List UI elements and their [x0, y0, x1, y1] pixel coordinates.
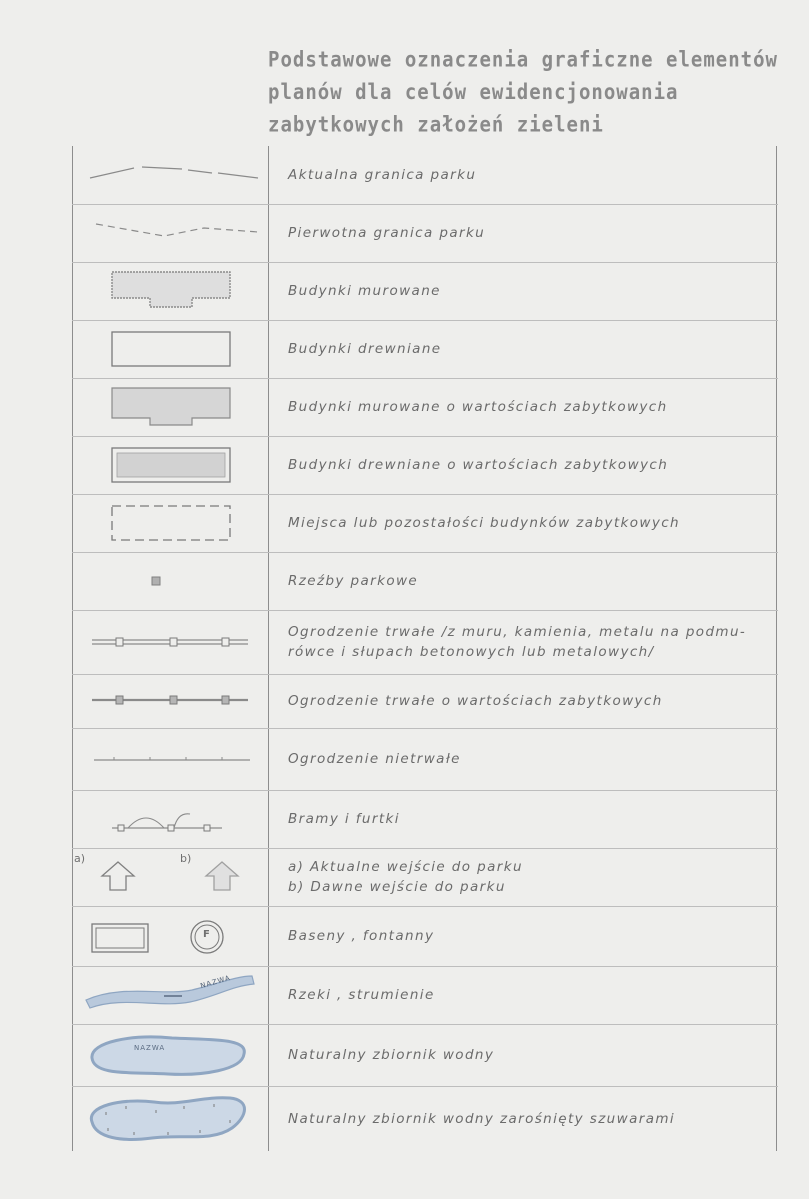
original-boundary-symbol	[72, 204, 268, 262]
fountain-letter: F	[203, 929, 210, 940]
permanent-fence-symbol	[72, 610, 268, 674]
legend-row-permanent-fence	[72, 610, 778, 675]
legend-text: Aktualna granica parku	[288, 167, 477, 183]
former-entrance-arrow-icon	[206, 862, 238, 890]
legend-text: Ogrodzenie nietrwałe	[288, 751, 461, 767]
legend-row-historic-fence	[72, 674, 778, 729]
legend-table	[72, 146, 778, 1151]
river-symbol	[72, 966, 268, 1024]
legend-row-rivers	[72, 966, 778, 1025]
entrances-symbol	[72, 848, 268, 906]
current-boundary-symbol	[72, 146, 268, 204]
legend-row-wooden-buildings	[72, 320, 778, 379]
label-b: b)	[180, 852, 192, 865]
legend-row-sculptures	[72, 552, 778, 611]
wooden-building-symbol	[72, 320, 268, 378]
current-entrance-arrow-icon	[102, 862, 134, 890]
sculpture-symbol	[72, 552, 268, 610]
legend-text: Budynki drewniane o wartościach zabytkowych	[288, 457, 669, 473]
label-a: a)	[74, 852, 86, 865]
historic-fence-symbol	[72, 674, 268, 728]
legend-row-original-boundary	[72, 204, 778, 263]
legend-text: Rzeki , strumienie	[288, 987, 435, 1003]
legend-row-temporary-fence	[72, 728, 778, 791]
legend-row-current-boundary	[72, 146, 778, 205]
lake-symbol	[72, 1024, 268, 1086]
legend-text: Naturalny zbiornik wodny	[288, 1047, 495, 1063]
legend-text-line-2: rówce i słupach betonowych lub metalowych/	[288, 644, 655, 660]
gates-symbol	[72, 790, 268, 848]
legend-row-entrances	[72, 848, 778, 907]
river-name-label: NAZWA	[199, 973, 232, 991]
legend-text: Bramy i furtki	[288, 811, 400, 827]
legend-text: Rzeźby parkowe	[288, 573, 419, 589]
legend-text: Miejsca lub pozostałości budynków zabytkowych	[288, 515, 680, 531]
temporary-fence-symbol	[72, 728, 268, 790]
legend-row-building-remains	[72, 494, 778, 553]
historic-masonry-building-symbol	[72, 378, 268, 436]
legend-row-masonry-buildings	[72, 262, 778, 321]
legend-text: Budynki drewniane	[288, 341, 442, 357]
legend-text: Naturalny zbiornik wodny zarośnięty szuwarami	[288, 1110, 676, 1127]
lake-name-label: NAZWA	[134, 1044, 166, 1052]
historic-wooden-building-symbol	[72, 436, 268, 494]
legend-row-lake	[72, 1024, 778, 1087]
legend-text: Budynki murowane o wartościach zabytkowych	[288, 399, 668, 415]
title-line-3: zabytkowych założeń zieleni	[268, 112, 604, 137]
legend-row-pools-fountains	[72, 906, 778, 967]
page-title	[268, 44, 778, 141]
building-remains-symbol	[72, 494, 268, 552]
legend-text: Pierwotna granica parku	[288, 225, 486, 241]
legend-text-line-2: b) Dawne wejście do parku	[288, 879, 506, 895]
legend-row-reedy-lake	[72, 1086, 778, 1151]
masonry-building-symbol	[72, 262, 268, 320]
legend-row-historic-wooden-buildings	[72, 436, 778, 495]
title-line-2: planów dla celów ewidencjonowania	[268, 79, 679, 105]
legend-row-gates	[72, 790, 778, 849]
legend-row-historic-masonry-buildings	[72, 378, 778, 437]
pools-fountains-symbol	[72, 906, 268, 966]
title-line-1: Podstawowe oznaczenia graficzne elementów	[268, 47, 778, 72]
reedy-lake-symbol	[72, 1086, 268, 1151]
legend-text: Budynki murowane	[288, 283, 441, 299]
legend-text: Baseny , fontanny	[288, 928, 435, 944]
legend-text: a) Aktualne wejście do parku	[288, 859, 523, 875]
legend-text: Ogrodzenie trwałe /z muru, kamienia, metalu na podmu-	[288, 624, 747, 640]
legend-text: Ogrodzenie trwałe o wartościach zabytkowych	[288, 693, 663, 709]
